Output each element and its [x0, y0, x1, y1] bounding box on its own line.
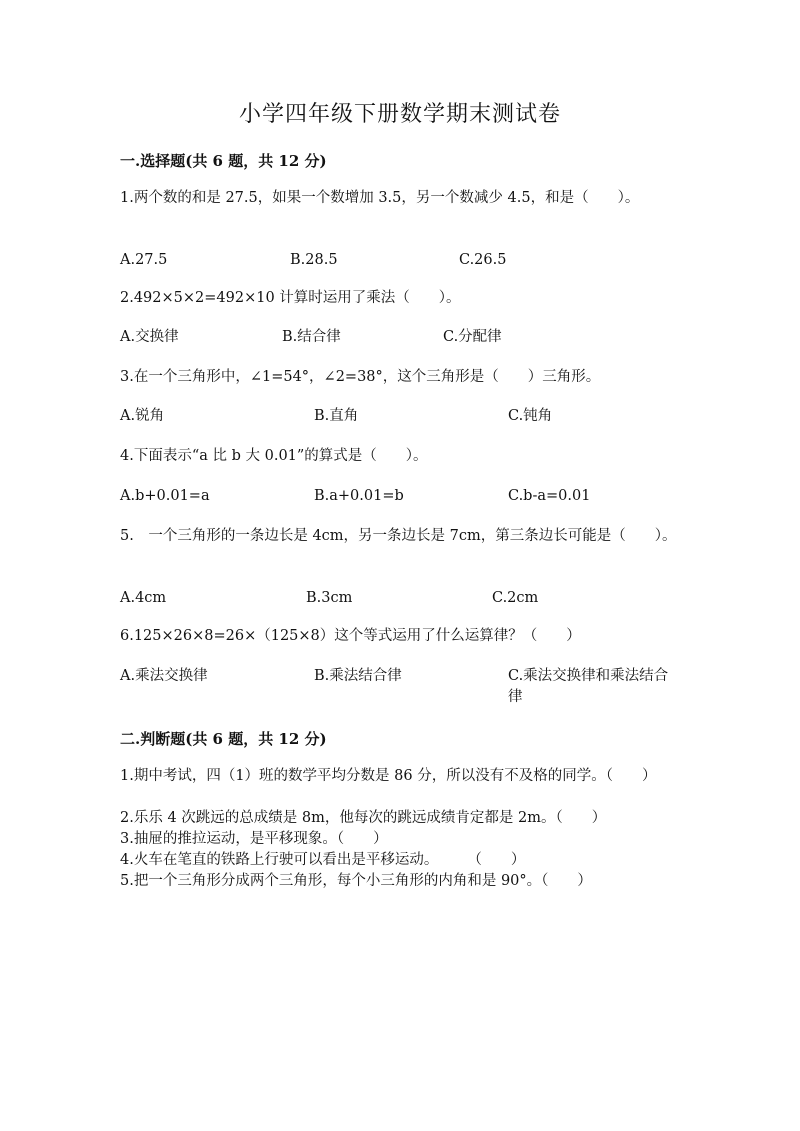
question-4: 4.下面表示“a 比 b 大 0.01”的算式是（ ）。	[120, 448, 428, 464]
page-title: 小学四年级下册数学期末测试卷	[238, 102, 561, 127]
question-1: 1.两个数的和是 27.5，如果一个数增加 3.5，另一个数减少 4.5，和是（ ）。	[120, 190, 640, 206]
q2-option-a: A.交换律	[120, 329, 179, 345]
q5-option-c: C.2cm	[492, 590, 539, 606]
judgement-item-3: 3.抽屉的推拉运动，是平移现象。（ ）	[120, 831, 388, 847]
section-heading-judgement: 二.判断题(共 6 题，共 12 分)	[120, 730, 327, 748]
q1-option-a: A.27.5	[120, 252, 168, 268]
q5-option-b: B.3cm	[306, 590, 353, 606]
q5-option-a: A.4cm	[120, 590, 167, 606]
judgement-item-4: 4.火车在笔直的铁路上行驶可以看出是平移运动。 （ ）	[120, 852, 526, 868]
q3-option-b: B.直角	[314, 408, 359, 424]
question-6: 6.125×26×8=26×（125×8）这个等式运用了什么运算律？（ ）	[120, 628, 581, 644]
q1-option-c: C.26.5	[459, 252, 507, 268]
question-5: 5. 一个三角形的一条边长是 4cm，另一条边长是 7cm，第三条边长可能是（ ）。	[120, 528, 677, 544]
q6-option-a: A.乘法交换律	[120, 668, 208, 684]
section-heading-choice: 一.选择题(共 6 题，共 12 分)	[120, 152, 327, 170]
q4-option-b: B.a+0.01=b	[314, 488, 404, 504]
q4-option-a: A.b+0.01=a	[120, 488, 210, 504]
q1-option-b: B.28.5	[290, 252, 338, 268]
judgement-item-1: 1.期中考试，四（1）班的数学平均分数是 86 分，所以没有不及格的同学。（ ）	[120, 768, 657, 784]
judgement-item-5: 5.把一个三角形分成两个三角形，每个小三角形的内角和是 90°。（ ）	[120, 873, 592, 889]
q2-option-c: C.分配律	[443, 329, 502, 345]
q6-option-c: C.乘法交换律和乘法结合律	[508, 668, 669, 705]
q2-option-b: B.结合律	[282, 329, 341, 345]
q3-option-a: A.锐角	[120, 408, 165, 424]
q3-option-c: C.钝角	[508, 408, 553, 424]
q6-option-b: B.乘法结合律	[314, 668, 402, 684]
judgement-item-2: 2.乐乐 4 次跳远的总成绩是 8m，他每次的跳远成绩肯定都是 2m。（ ）	[120, 810, 607, 826]
question-2: 2.492×5×2=492×10 计算时运用了乘法（ ）。	[120, 290, 461, 306]
question-3: 3.在一个三角形中，∠1=54°，∠2=38°，这个三角形是（ ）三角形。	[120, 369, 601, 385]
q4-option-c: C.b-a=0.01	[508, 488, 591, 504]
